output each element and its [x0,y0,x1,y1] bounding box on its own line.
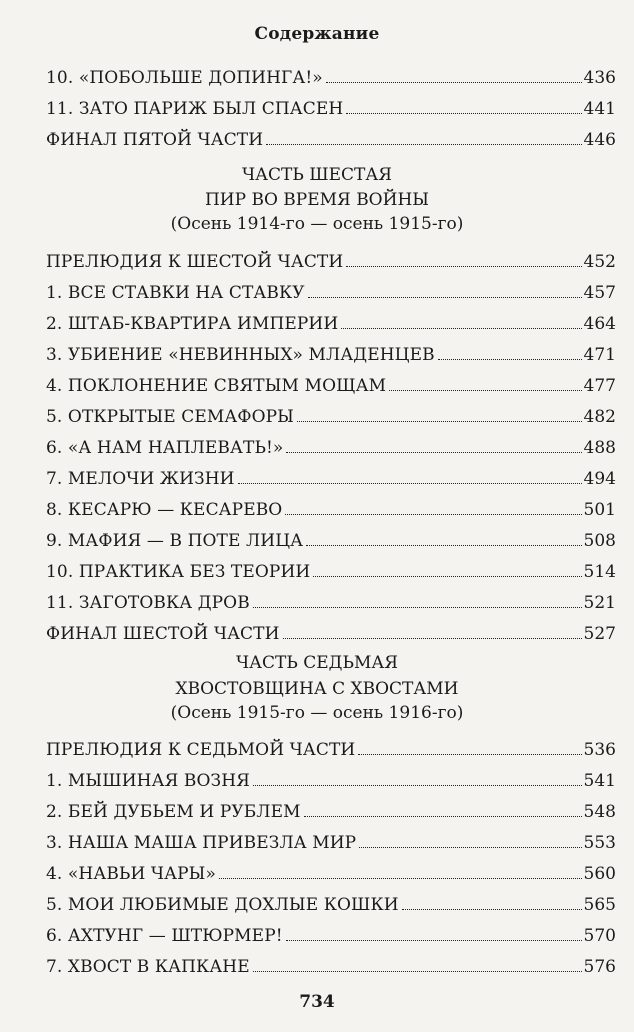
toc-leader [326,81,582,83]
toc-leader [438,358,582,360]
toc-entry-page: 514 [583,562,616,582]
toc-entry-title: 6. «А НАМ НАПЛЕВАТЬ!» [46,438,284,458]
toc-entry-title: 10. «ПОБОЛЬШЕ ДОПИНГА!» [46,68,323,88]
toc-entry[interactable] [46,339,616,365]
toc-entry-title: 11. ЗАГОТОВКА ДРОВ [46,593,250,613]
toc-entry-title: 7. МЕЛОЧИ ЖИЗНИ [46,469,235,489]
toc-entry-page: 494 [583,469,616,489]
toc-entry-title: 6. АХТУНГ — ШТЮРМЕР! [46,926,283,946]
toc-leader [253,970,582,972]
toc-entry-title: 5. ОТКРЫТЫЕ СЕМАФОРЫ [46,407,295,427]
toc-entry-page: 471 [583,345,616,365]
toc-entry-title: 1. МЫШИНАЯ ВОЗНЯ [46,771,250,791]
part-dates: (Осень 1914-го — осень 1915-го) [170,214,464,234]
toc-entry[interactable] [46,618,616,644]
toc-entry-page: 536 [583,740,616,760]
toc-entry[interactable] [46,734,616,760]
toc-entry-page: 488 [583,438,616,458]
toc-entry[interactable] [46,525,616,551]
toc-entry[interactable] [46,432,616,458]
toc-entry-title: 11. ЗАТО ПАРИЖ БЫЛ СПАСЕН [46,99,344,119]
toc-entry[interactable] [46,308,616,334]
toc-leader [219,877,582,879]
toc-entry-title: 8. КЕСАРЮ — КЕСАРЕВО [46,500,283,520]
toc-entry[interactable] [46,556,616,582]
toc-entry-title: 2. ШТАБ-КВАРТИРА ИМПЕРИИ [46,314,339,334]
toc-entry-title: 10. ПРАКТИКА БЕЗ ТЕОРИИ [46,562,311,582]
toc-entry[interactable] [46,796,616,822]
toc-entry-page: 527 [583,624,616,644]
toc-entry-page: 548 [583,802,616,822]
toc-entry-title: 3. НАША МАША ПРИВЕЗЛА МИР [46,833,357,853]
part-title: ХВОСТОВЩИНА С ХВОСТАМИ [175,679,459,699]
toc-entry-title: ФИНАЛ ПЯТОЙ ЧАСТИ [46,130,264,150]
toc-entry-title: 4. ПОКЛОНЕНИЕ СВЯТЫМ МОЩАМ [46,376,387,396]
page-title: Содержание [254,24,380,44]
part-label: ЧАСТЬ ШЕСТАЯ [242,165,392,185]
toc-leader [308,296,582,298]
part-title: ПИР ВО ВРЕМЯ ВОЙНЫ [204,190,429,210]
toc-entry-title: ПРЕЛЮДИЯ К ШЕСТОЙ ЧАСТИ [46,252,344,272]
toc-entry[interactable] [46,889,616,915]
toc-entry-page: 501 [583,500,616,520]
toc-leader [285,513,581,515]
toc-entry[interactable] [46,920,616,946]
toc-entry-page: 482 [583,407,616,427]
toc-entry-page: 446 [583,130,616,150]
toc-entry-title: ФИНАЛ ШЕСТОЙ ЧАСТИ [46,624,280,644]
toc-leader [346,265,581,267]
toc-leader [306,544,581,546]
toc-entry-page: 521 [583,593,616,613]
toc-entry[interactable] [46,827,616,853]
page-number: 734 [299,992,335,1012]
toc-leader [238,482,582,484]
toc-leader [286,451,581,453]
toc-entry-page: 452 [583,252,616,272]
toc-entry[interactable] [46,765,616,791]
toc-entry-page: 457 [583,283,616,303]
toc-leader [389,389,581,391]
toc-entry-title: 1. ВСЕ СТАВКИ НА СТАВКУ [46,283,305,303]
toc-entry[interactable] [46,246,616,272]
toc-leader [346,112,581,114]
toc-entry-title: 7. ХВОСТ В КАПКАНЕ [46,957,250,977]
toc-leader [297,420,582,422]
toc-entry-title: 9. МАФИЯ — В ПОТЕ ЛИЦА [46,531,304,551]
toc-entry[interactable] [46,463,616,489]
toc-entry-title: 3. УБИЕНИЕ «НЕВИННЫХ» МЛАДЕНЦЕВ [46,345,435,365]
toc-entry[interactable] [46,858,616,884]
toc-leader [359,846,581,848]
toc-entry[interactable] [46,401,616,427]
toc-entry[interactable] [46,93,616,119]
toc-leader [253,606,582,608]
toc-entry-page: 436 [583,68,616,88]
toc-entry[interactable] [46,587,616,613]
toc-leader [402,908,582,910]
toc-entry-title: ПРЕЛЮДИЯ К СЕДЬМОЙ ЧАСТИ [46,740,356,760]
toc-leader [358,753,581,755]
toc-leader [304,815,582,817]
toc-entry-page: 570 [583,926,616,946]
toc-entry[interactable] [46,124,616,150]
toc-entry-page: 576 [583,957,616,977]
toc-entry-page: 541 [583,771,616,791]
part-dates: (Осень 1915-го — осень 1916-го) [170,703,464,723]
toc-leader [313,575,581,577]
toc-entry-page: 560 [583,864,616,884]
toc-entry-title: 2. БЕЙ ДУБЬЕМ И РУБЛЕМ [46,802,301,822]
toc-entry[interactable] [46,62,616,88]
toc-entry[interactable] [46,494,616,520]
toc-entry-page: 464 [583,314,616,334]
toc-entry-page: 477 [583,376,616,396]
toc-entry[interactable] [46,370,616,396]
toc-entry[interactable] [46,277,616,303]
toc-entry-page: 553 [583,833,616,853]
toc-leader [283,637,582,639]
toc-entry-title: 5. МОИ ЛЮБИМЫЕ ДОХЛЫЕ КОШКИ [46,895,399,915]
toc-leader [253,784,582,786]
toc-entry-page: 565 [583,895,616,915]
toc-leader [286,939,582,941]
toc-leader [341,327,581,329]
toc-entry[interactable] [46,951,616,977]
toc-leader [266,143,581,145]
part-label: ЧАСТЬ СЕДЬМАЯ [236,653,398,673]
toc-entry-page: 508 [583,531,616,551]
toc-entry-page: 441 [583,99,616,119]
toc-entry-title: 4. «НАВЬИ ЧАРЫ» [46,864,216,884]
